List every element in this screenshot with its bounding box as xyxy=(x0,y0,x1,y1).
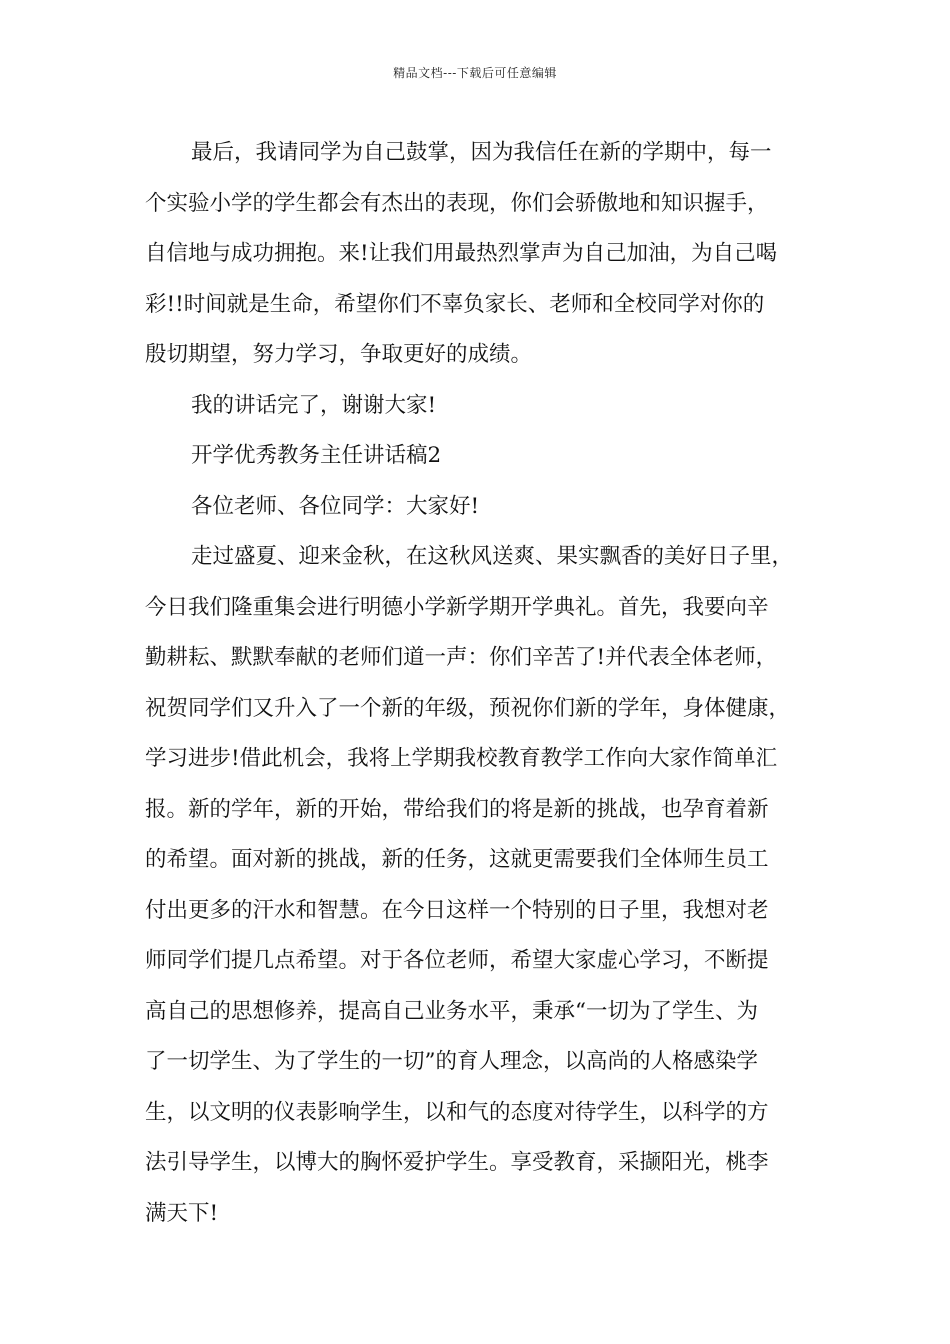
text-line: 勤耕耘、默默奉献的老师们道一声：你们辛苦了!并代表全体老师， xyxy=(145,645,778,670)
text-line: 的希望。面对新的挑战，新的任务，这就更需要我们全体师生员工 xyxy=(145,847,769,872)
text-line: 今日我们隆重集会进行明德小学新学期开学典礼。首先，我要向辛 xyxy=(145,594,769,620)
text-line: 了一切学生、为了学生的一切”的育人理念，以高尚的人格感染学 xyxy=(145,1049,758,1074)
section-title: 开学优秀教务主任讲话稿2 xyxy=(191,443,442,468)
document-body xyxy=(145,128,835,1239)
text-line: 高自己的思想修养，提高自己业务水平，秉承“一切为了学生、为 xyxy=(145,998,758,1024)
text-line: 祝贺同学们又升入了一个新的年级，预祝你们新的学年，身体健康， xyxy=(145,695,791,721)
salutation: 各位老师、各位同学：大家好! xyxy=(191,493,480,519)
text-line: 报。新的学年，新的开始，带给我们的将是新的挑战，也孕育着新 xyxy=(145,796,769,822)
text-line: 彩!!时间就是生命，希望你们不辜负家长、老师和全校同学对你的 xyxy=(145,291,765,317)
text-line: 师同学们提几点希望。对于各位老师，希望大家虚心学习，不断提 xyxy=(145,948,769,973)
text-line: 法引导学生，以博大的胸怀爱护学生。享受教育，采撷阳光，桃李 xyxy=(145,1150,769,1175)
text-line: 走过盛夏、迎来金秋，在这秋风送爽、果实飘香的美好日子里， xyxy=(191,544,794,569)
text-line: 生，以文明的仪表影响学生，以和气的态度对待学生，以科学的方 xyxy=(145,1099,769,1125)
text-line: 我的讲话完了，谢谢大家! xyxy=(191,392,437,418)
text-line: 学习进步!借此机会，我将上学期我校教育教学工作向大家作简单汇 xyxy=(145,746,778,771)
text-line: 殷切期望，努力学习，争取更好的成绩。 xyxy=(145,342,533,367)
page-header: 精品文档---下载后可任意编辑 xyxy=(393,66,557,80)
text-line: 自信地与成功拥抱。来!让我们用最热烈掌声为自己加油，为自己喝 xyxy=(145,241,778,266)
text-line: 满天下! xyxy=(145,1200,219,1226)
text-line: 个实验小学的学生都会有杰出的表现，你们会骄傲地和知识握手， xyxy=(145,190,769,216)
text-line: 付出更多的汗水和智慧。在今日这样一个特别的日子里，我想对老 xyxy=(145,897,769,923)
text-line: 最后，我请同学为自己鼓掌，因为我信任在新的学期中，每一 xyxy=(191,140,772,165)
